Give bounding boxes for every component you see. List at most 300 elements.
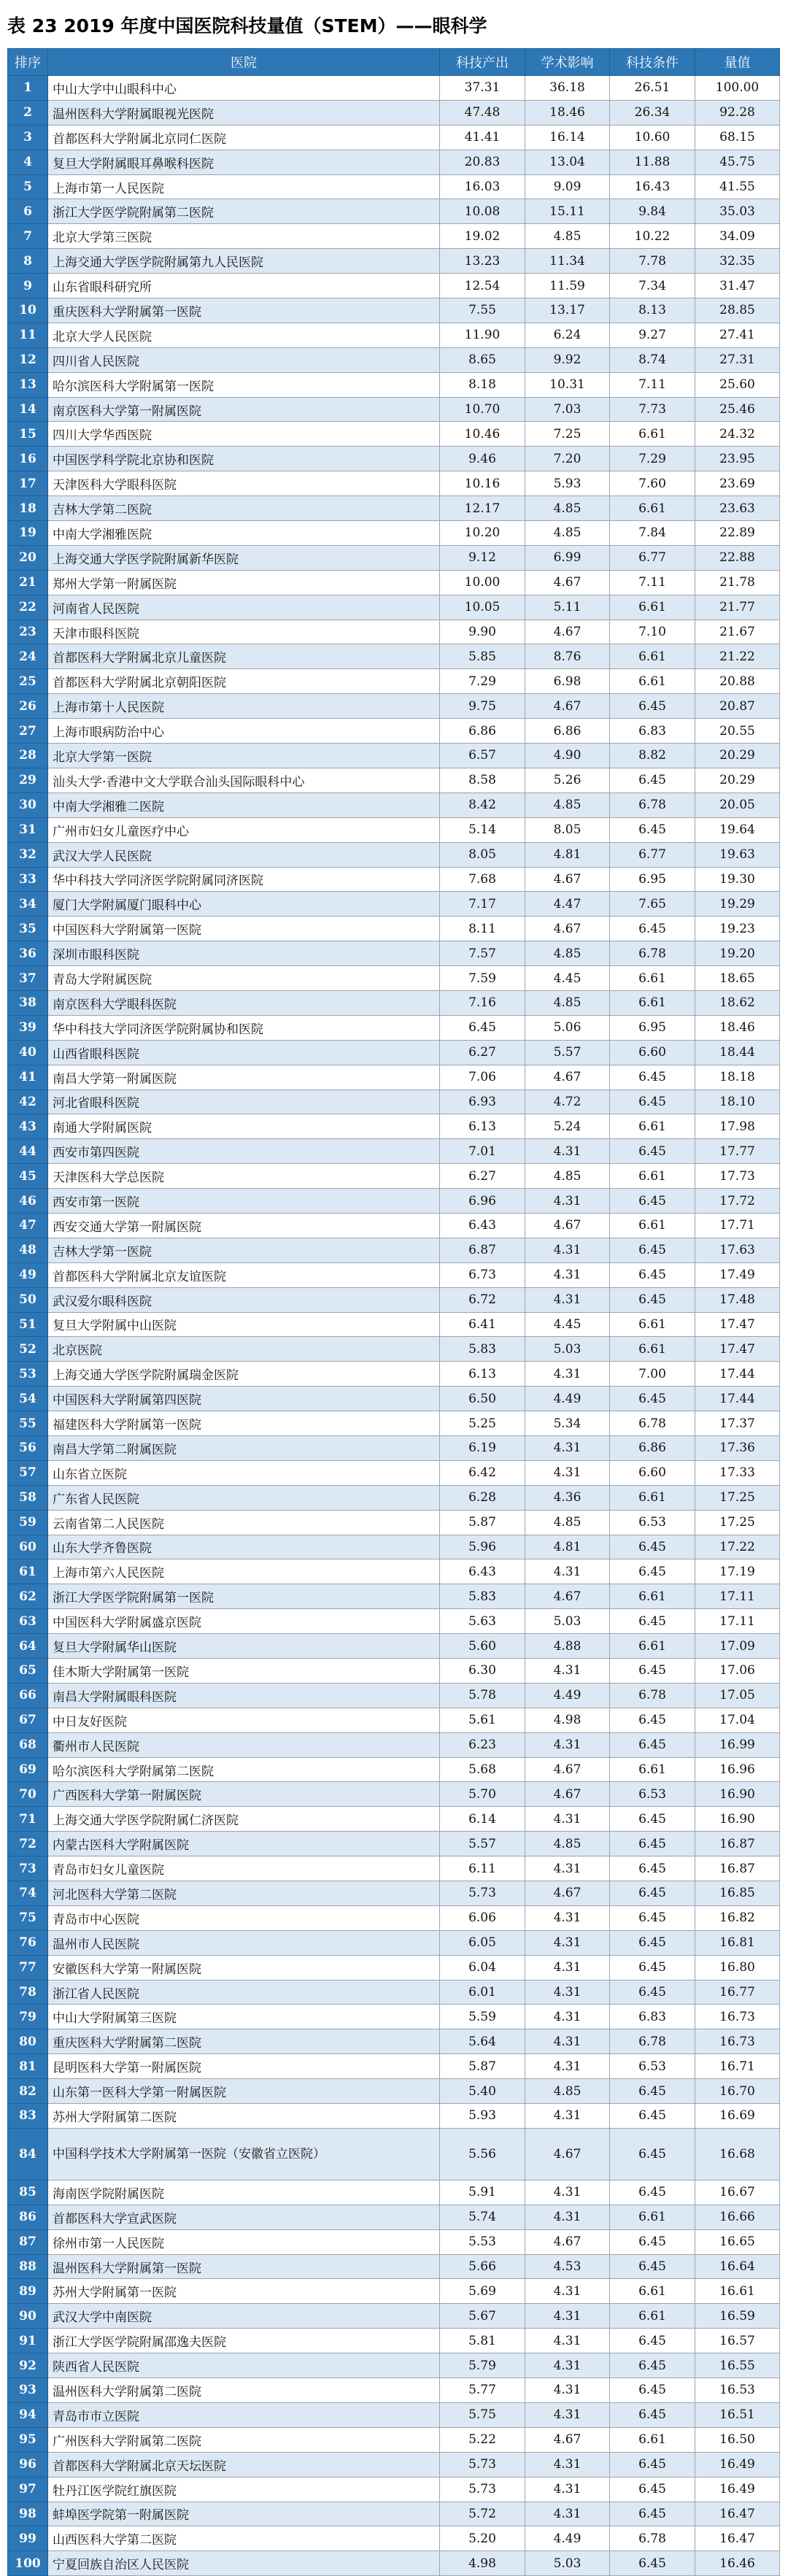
score-cell: 18.46 [695, 1015, 780, 1040]
score-cell: 18.65 [695, 966, 780, 991]
rank-cell: 49 [8, 1262, 48, 1287]
score-cell: 16.65 [695, 2229, 780, 2254]
rank-cell: 43 [8, 1114, 48, 1139]
output-cell: 7.17 [440, 892, 525, 917]
table-row [8, 1584, 780, 1609]
output-cell: 5.79 [440, 2353, 525, 2378]
rank-cell: 77 [8, 1955, 48, 1980]
score-cell: 18.44 [695, 1040, 780, 1065]
conditions-cell: 6.61 [610, 2205, 695, 2229]
hospital-cell: 内蒙古医科大学附属医院 [48, 1832, 440, 1856]
score-cell: 17.19 [695, 1559, 780, 1584]
rank-cell: 17 [8, 471, 48, 496]
output-cell: 7.16 [440, 990, 525, 1015]
output-cell: 5.20 [440, 2526, 525, 2551]
table-row [8, 1337, 780, 1362]
hospital-cell: 重庆医科大学附属第一医院 [48, 298, 440, 323]
conditions-cell: 6.78 [610, 2029, 695, 2054]
score-cell: 16.73 [695, 2005, 780, 2029]
rank-cell: 37 [8, 966, 48, 991]
table-row [8, 2054, 780, 2079]
hospital-cell: 河北医科大学第二医院 [48, 1881, 440, 1906]
score-cell: 16.57 [695, 2329, 780, 2353]
rank-cell: 90 [8, 2304, 48, 2329]
output-cell: 20.83 [440, 150, 525, 174]
conditions-cell: 6.45 [610, 1609, 695, 1634]
rank-cell: 89 [8, 2279, 48, 2304]
hospital-cell: 汕头大学·香港中文大学联合汕头国际眼科中心 [48, 768, 440, 793]
output-cell: 9.90 [440, 620, 525, 644]
conditions-cell: 6.61 [610, 422, 695, 447]
hospital-cell: 陕西省人民医院 [48, 2353, 440, 2378]
rank-cell: 39 [8, 1015, 48, 1040]
conditions-cell: 6.45 [610, 1807, 695, 1832]
score-cell: 17.25 [695, 1485, 780, 1510]
output-cell: 8.65 [440, 347, 525, 372]
score-cell: 17.47 [695, 1337, 780, 1362]
hospital-cell: 复旦大学附属眼耳鼻喉科医院 [48, 150, 440, 174]
rank-cell: 25 [8, 669, 48, 694]
score-cell: 17.22 [695, 1535, 780, 1559]
conditions-cell: 6.45 [610, 1387, 695, 1411]
hospital-cell: 中南大学湘雅医院 [48, 521, 440, 546]
rank-cell: 15 [8, 422, 48, 447]
impact-cell: 9.09 [525, 174, 610, 199]
impact-cell: 4.31 [525, 2477, 610, 2502]
output-cell: 5.56 [440, 2128, 525, 2180]
conditions-cell: 6.78 [610, 793, 695, 817]
impact-cell: 4.31 [525, 1238, 610, 1262]
impact-cell: 4.49 [525, 2526, 610, 2551]
hospital-cell: 南昌大学附属眼科医院 [48, 1683, 440, 1708]
impact-cell: 5.06 [525, 1015, 610, 1040]
rank-cell: 4 [8, 150, 48, 174]
impact-cell: 4.31 [525, 1559, 610, 1584]
table-row [8, 1015, 780, 1040]
impact-cell: 4.47 [525, 892, 610, 917]
score-cell: 17.47 [695, 1312, 780, 1337]
output-cell: 5.66 [440, 2254, 525, 2279]
impact-cell: 5.93 [525, 471, 610, 496]
output-cell: 8.58 [440, 768, 525, 793]
ranking-table [7, 48, 780, 2576]
rank-cell: 80 [8, 2029, 48, 2054]
table-row [8, 1485, 780, 1510]
score-cell: 16.67 [695, 2180, 780, 2205]
table-row [8, 1510, 780, 1535]
conditions-cell: 6.45 [610, 694, 695, 719]
impact-cell: 4.72 [525, 1090, 610, 1114]
hospital-cell: 山东第一医科大学第一附属医院 [48, 2079, 440, 2104]
score-cell: 16.87 [695, 1856, 780, 1881]
hospital-cell: 中国医科大学附属第一医院 [48, 917, 440, 941]
output-cell: 6.57 [440, 744, 525, 768]
output-cell: 7.29 [440, 669, 525, 694]
score-cell: 20.29 [695, 768, 780, 793]
score-cell: 17.71 [695, 1213, 780, 1238]
score-cell: 17.37 [695, 1411, 780, 1436]
output-cell: 8.42 [440, 793, 525, 817]
conditions-cell: 6.60 [610, 1040, 695, 1065]
impact-cell: 4.85 [525, 793, 610, 817]
output-cell: 6.50 [440, 1387, 525, 1411]
hospital-cell: 北京大学第三医院 [48, 224, 440, 249]
conditions-cell: 10.60 [610, 125, 695, 150]
output-cell: 6.42 [440, 1460, 525, 1485]
conditions-cell: 6.45 [610, 2452, 695, 2477]
conditions-cell: 6.45 [610, 1238, 695, 1262]
rank-cell: 68 [8, 1732, 48, 1757]
rank-cell: 6 [8, 199, 48, 224]
table-row [8, 1535, 780, 1559]
rank-cell: 91 [8, 2329, 48, 2353]
hospital-cell: 青岛大学附属医院 [48, 966, 440, 991]
score-cell: 17.44 [695, 1387, 780, 1411]
conditions-cell: 9.84 [610, 199, 695, 224]
conditions-cell: 6.78 [610, 1683, 695, 1708]
impact-cell: 4.31 [525, 1980, 610, 2005]
impact-cell: 5.24 [525, 1114, 610, 1139]
score-cell: 68.15 [695, 125, 780, 150]
output-cell: 5.69 [440, 2279, 525, 2304]
output-cell: 12.54 [440, 274, 525, 298]
table-row [8, 2254, 780, 2279]
impact-cell: 4.85 [525, 990, 610, 1015]
hospital-cell: 河南省人民医院 [48, 595, 440, 620]
output-cell: 6.87 [440, 1238, 525, 1262]
table-row [8, 719, 780, 744]
output-cell: 5.64 [440, 2029, 525, 2054]
conditions-cell: 16.43 [610, 174, 695, 199]
hospital-cell: 四川省人民医院 [48, 347, 440, 372]
score-cell: 21.78 [695, 570, 780, 595]
impact-cell: 5.34 [525, 1411, 610, 1436]
hospital-cell: 北京大学第一医院 [48, 744, 440, 768]
score-cell: 16.64 [695, 2254, 780, 2279]
table-row [8, 2128, 780, 2180]
table-row [8, 1411, 780, 1436]
table-body [8, 76, 780, 2576]
conditions-cell: 7.60 [610, 471, 695, 496]
rank-cell: 63 [8, 1609, 48, 1634]
conditions-cell: 6.45 [610, 2353, 695, 2378]
rank-cell: 44 [8, 1139, 48, 1164]
hospital-cell: 上海交通大学医学院附属瑞金医院 [48, 1362, 440, 1387]
output-cell: 6.13 [440, 1362, 525, 1387]
hospital-cell: 海南医学院附属医院 [48, 2180, 440, 2205]
impact-cell: 4.31 [525, 2104, 610, 2129]
rank-cell: 20 [8, 545, 48, 570]
conditions-cell: 6.86 [610, 1435, 695, 1460]
rank-cell: 53 [8, 1362, 48, 1387]
hospital-cell: 山西省眼科医院 [48, 1040, 440, 1065]
score-cell: 27.41 [695, 323, 780, 347]
impact-cell: 4.67 [525, 2128, 610, 2180]
rank-cell: 84 [8, 2128, 48, 2180]
conditions-cell: 6.95 [610, 867, 695, 892]
rank-cell: 94 [8, 2402, 48, 2427]
rank-cell: 56 [8, 1435, 48, 1460]
conditions-cell: 6.61 [610, 2427, 695, 2452]
output-cell: 5.78 [440, 1683, 525, 1708]
score-cell: 17.11 [695, 1584, 780, 1609]
hospital-cell: 郑州大学第一附属医院 [48, 570, 440, 595]
hospital-cell: 山东省眼科研究所 [48, 274, 440, 298]
score-cell: 16.66 [695, 2205, 780, 2229]
hospital-cell: 蚌埠医学院第一附属医院 [48, 2502, 440, 2526]
impact-cell: 7.25 [525, 422, 610, 447]
score-cell: 18.62 [695, 990, 780, 1015]
table-row [8, 768, 780, 793]
score-cell: 16.49 [695, 2477, 780, 2502]
score-cell: 17.05 [695, 1683, 780, 1708]
output-cell: 6.73 [440, 1262, 525, 1287]
impact-cell: 4.67 [525, 1881, 610, 1906]
output-cell: 6.27 [440, 1164, 525, 1189]
rank-cell: 36 [8, 941, 48, 966]
score-cell: 16.73 [695, 2029, 780, 2054]
score-cell: 21.22 [695, 644, 780, 669]
conditions-cell: 6.45 [610, 1905, 695, 1930]
conditions-cell: 7.11 [610, 372, 695, 397]
score-cell: 16.90 [695, 1807, 780, 1832]
output-cell: 6.96 [440, 1189, 525, 1214]
hospital-cell: 上海市眼病防治中心 [48, 719, 440, 744]
table-row [8, 2304, 780, 2329]
rank-cell: 12 [8, 347, 48, 372]
table-row [8, 1807, 780, 1832]
hospital-cell: 哈尔滨医科大学附属第二医院 [48, 1757, 440, 1782]
rank-cell: 66 [8, 1683, 48, 1708]
hospital-cell: 北京大学人民医院 [48, 323, 440, 347]
score-cell: 17.44 [695, 1362, 780, 1387]
rank-cell: 19 [8, 521, 48, 546]
conditions-cell: 6.61 [610, 2279, 695, 2304]
conditions-cell: 6.45 [610, 1139, 695, 1164]
rank-cell: 18 [8, 496, 48, 521]
hospital-cell: 中日友好医院 [48, 1708, 440, 1732]
table-row [8, 545, 780, 570]
output-cell: 9.12 [440, 545, 525, 570]
rank-cell: 33 [8, 867, 48, 892]
hospital-cell: 南京医科大学第一附属医院 [48, 397, 440, 422]
impact-cell: 4.67 [525, 917, 610, 941]
impact-cell: 4.67 [525, 1782, 610, 1807]
header-output: 科技产出 [440, 49, 525, 76]
conditions-cell: 6.45 [610, 917, 695, 941]
rank-cell: 40 [8, 1040, 48, 1065]
output-cell: 6.05 [440, 1930, 525, 1955]
conditions-cell: 6.78 [610, 2526, 695, 2551]
rank-cell: 70 [8, 1782, 48, 1807]
rank-cell: 71 [8, 1807, 48, 1832]
output-cell: 5.75 [440, 2402, 525, 2427]
hospital-cell: 中国医科大学附属盛京医院 [48, 1609, 440, 1634]
impact-cell: 4.81 [525, 1535, 610, 1559]
hospital-cell: 中国医科大学附属第四医院 [48, 1387, 440, 1411]
score-cell: 22.88 [695, 545, 780, 570]
conditions-cell: 6.45 [610, 1065, 695, 1090]
table-row [8, 397, 780, 422]
rank-cell: 47 [8, 1213, 48, 1238]
hospital-cell: 北京医院 [48, 1337, 440, 1362]
table-row [8, 1090, 780, 1114]
score-cell: 21.67 [695, 620, 780, 644]
rank-cell: 14 [8, 397, 48, 422]
score-cell: 19.63 [695, 842, 780, 867]
impact-cell: 4.31 [525, 1435, 610, 1460]
impact-cell: 4.31 [525, 1856, 610, 1881]
table-row [8, 793, 780, 817]
table-row [8, 125, 780, 150]
impact-cell: 4.67 [525, 1757, 610, 1782]
hospital-cell: 衢州市人民医院 [48, 1732, 440, 1757]
table-row [8, 1387, 780, 1411]
output-cell: 4.98 [440, 2551, 525, 2576]
impact-cell: 4.31 [525, 1139, 610, 1164]
hospital-cell: 苏州大学附属第一医院 [48, 2279, 440, 2304]
hospital-cell: 温州市人民医院 [48, 1930, 440, 1955]
hospital-cell: 武汉大学中南医院 [48, 2304, 440, 2329]
hospital-cell: 重庆医科大学附属第二医院 [48, 2029, 440, 2054]
impact-cell: 9.92 [525, 347, 610, 372]
hospital-cell: 复旦大学附属华山医院 [48, 1634, 440, 1659]
score-cell: 16.55 [695, 2353, 780, 2378]
output-cell: 7.57 [440, 941, 525, 966]
rank-cell: 9 [8, 274, 48, 298]
conditions-cell: 6.45 [610, 2402, 695, 2427]
table-row [8, 1262, 780, 1287]
conditions-cell: 7.00 [610, 1362, 695, 1387]
rank-cell: 54 [8, 1387, 48, 1411]
hospital-cell: 山东省立医院 [48, 1460, 440, 1485]
header-rank: 排序 [8, 49, 48, 76]
header-impact: 学术影响 [525, 49, 610, 76]
score-cell: 27.31 [695, 347, 780, 372]
table-row [8, 1782, 780, 1807]
hospital-cell: 中国医学科学院北京协和医院 [48, 447, 440, 471]
score-cell: 32.35 [695, 249, 780, 274]
conditions-cell: 10.22 [610, 224, 695, 249]
output-cell: 9.75 [440, 694, 525, 719]
output-cell: 19.02 [440, 224, 525, 249]
conditions-cell: 6.45 [610, 1980, 695, 2005]
rank-cell: 3 [8, 125, 48, 150]
impact-cell: 4.53 [525, 2254, 610, 2279]
impact-cell: 4.31 [525, 2329, 610, 2353]
conditions-cell: 6.61 [610, 2304, 695, 2329]
rank-cell: 58 [8, 1485, 48, 1510]
table-row [8, 1609, 780, 1634]
score-cell: 17.06 [695, 1659, 780, 1684]
hospital-cell: 天津市眼科医院 [48, 620, 440, 644]
table-row [8, 2526, 780, 2551]
table-row [8, 1189, 780, 1214]
rank-cell: 79 [8, 2005, 48, 2029]
impact-cell: 4.31 [525, 1262, 610, 1287]
hospital-cell: 南昌大学第二附属医院 [48, 1435, 440, 1460]
table-row [8, 1238, 780, 1262]
output-cell: 41.41 [440, 125, 525, 150]
conditions-cell: 6.45 [610, 2329, 695, 2353]
table-row [8, 941, 780, 966]
conditions-cell: 6.45 [610, 1832, 695, 1856]
score-cell: 18.10 [695, 1090, 780, 1114]
score-cell: 16.68 [695, 2128, 780, 2180]
output-cell: 6.04 [440, 1955, 525, 1980]
table-row [8, 2229, 780, 2254]
rank-cell: 59 [8, 1510, 48, 1535]
score-cell: 20.29 [695, 744, 780, 768]
hospital-cell: 复旦大学附属中山医院 [48, 1312, 440, 1337]
table-row [8, 1881, 780, 1906]
hospital-cell: 首都医科大学附属北京友谊医院 [48, 1262, 440, 1287]
rank-cell: 5 [8, 174, 48, 199]
impact-cell: 6.98 [525, 669, 610, 694]
table-row [8, 1435, 780, 1460]
hospital-cell: 温州医科大学附属第二医院 [48, 2378, 440, 2403]
table-row [8, 892, 780, 917]
table-row [8, 274, 780, 298]
conditions-cell: 6.45 [610, 1090, 695, 1114]
table-row [8, 2104, 780, 2129]
table-row [8, 1757, 780, 1782]
hospital-cell: 安徽医科大学第一附属医院 [48, 1955, 440, 1980]
score-cell: 16.96 [695, 1757, 780, 1782]
table-row [8, 1164, 780, 1189]
hospital-cell: 福建医科大学附属第一医院 [48, 1411, 440, 1436]
rank-cell: 13 [8, 372, 48, 397]
output-cell: 5.14 [440, 817, 525, 842]
output-cell: 5.77 [440, 2378, 525, 2403]
impact-cell: 4.67 [525, 867, 610, 892]
rank-cell: 60 [8, 1535, 48, 1559]
score-cell: 16.59 [695, 2304, 780, 2329]
impact-cell: 4.67 [525, 1065, 610, 1090]
rank-cell: 87 [8, 2229, 48, 2254]
impact-cell: 4.85 [525, 496, 610, 521]
conditions-cell: 6.61 [610, 966, 695, 991]
table-row [8, 1634, 780, 1659]
output-cell: 5.22 [440, 2427, 525, 2452]
rank-cell: 64 [8, 1634, 48, 1659]
output-cell: 10.20 [440, 521, 525, 546]
table-row [8, 1659, 780, 1684]
output-cell: 5.67 [440, 2304, 525, 2329]
score-cell: 16.99 [695, 1732, 780, 1757]
conditions-cell: 7.84 [610, 521, 695, 546]
impact-cell: 4.36 [525, 1485, 610, 1510]
conditions-cell: 7.10 [610, 620, 695, 644]
hospital-cell: 广西医科大学第一附属医院 [48, 1782, 440, 1807]
hospital-cell: 上海市第十人民医院 [48, 694, 440, 719]
rank-cell: 28 [8, 744, 48, 768]
score-cell: 17.09 [695, 1634, 780, 1659]
hospital-cell: 广东省人民医院 [48, 1485, 440, 1510]
score-cell: 23.63 [695, 496, 780, 521]
hospital-cell: 广州医科大学附属第二医院 [48, 2427, 440, 2452]
impact-cell: 6.86 [525, 719, 610, 744]
rank-cell: 81 [8, 2054, 48, 2079]
table-row [8, 2279, 780, 2304]
rank-cell: 21 [8, 570, 48, 595]
output-cell: 7.55 [440, 298, 525, 323]
output-cell: 6.23 [440, 1732, 525, 1757]
impact-cell: 8.76 [525, 644, 610, 669]
conditions-cell: 6.61 [610, 644, 695, 669]
conditions-cell: 6.61 [610, 669, 695, 694]
output-cell: 5.68 [440, 1757, 525, 1782]
